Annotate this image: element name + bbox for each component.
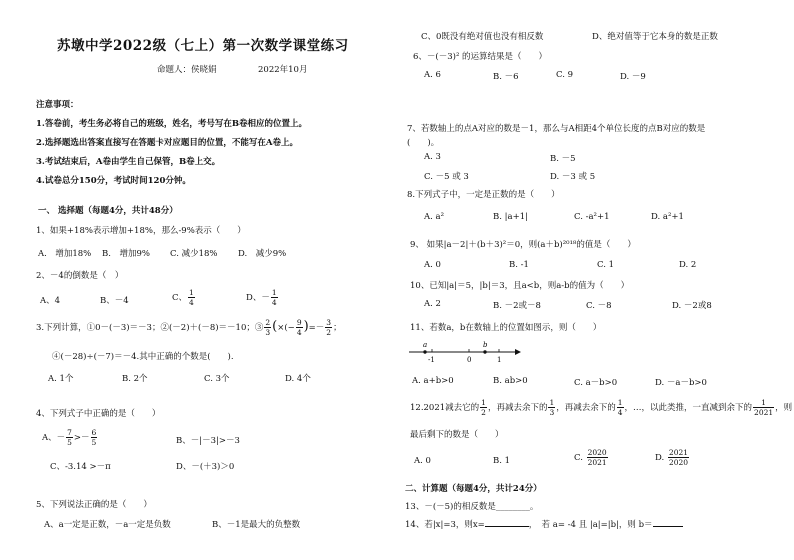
q1-option-c: C. 减少18% [170, 249, 218, 259]
q4-stem: 4、下列式子中正确的是（ ） [36, 409, 161, 419]
tick-label-zero: 0 [467, 356, 472, 364]
q1-option-d: D. 减少9% [238, 249, 287, 259]
q4-option-d: D、－(＋3)＞0 [176, 462, 235, 472]
q12-stem: 12.2021减去它的 $\frac{1}{2}$ ，再减去余下的 $\frac{1}{3}$ ，再减去余下的 $\frac{1}{4}$ ，…，以此类推，一直减到余下的 $\frac{1}{2021}$ ，则 [410, 398, 793, 417]
q8-option-d: D. a²+1 [651, 212, 684, 222]
note-item-4: 4.试卷总分150分，考试时间120分钟。 [36, 176, 191, 186]
q12-option-c: C. $\frac{2020}{2021}$ [574, 448, 607, 467]
point-a [423, 350, 426, 353]
q14-stem: 14、若|x|=3，则x= ， 若 a= -4 且 |a|=|b|，则 b＝ [405, 518, 683, 530]
number-line-arrow [515, 349, 521, 355]
q5-option-a: A、a一定是正数，－a一定是负数 [44, 520, 171, 530]
note-item-3: 3.考试结束后，A卷由学生自己保管，B卷上交。 [36, 157, 221, 167]
q8-stem: 8.下列式子中，一定是正数的是（ ） [407, 190, 560, 200]
q7-option-a: A. 3 [424, 152, 441, 162]
tick-label-one: 1 [497, 356, 502, 364]
label-b: b [483, 341, 488, 349]
q4-option-a: A、－ $\frac{7}{5}$ >－ $\frac{6}{5}$ [42, 428, 97, 447]
q1-option-b: B. 增加9% [102, 249, 150, 259]
q6-stem: 6、－(－3)² 的运算结果是（ ） [413, 52, 548, 62]
section-2-heading: 二、计算题（每题4分，共计24分） [405, 484, 542, 494]
q14-answer-blank-x[interactable] [485, 518, 529, 527]
q2-stem: 2、－4的倒数是（ ） [36, 271, 124, 281]
q3-option-b: B. 2个 [122, 374, 148, 384]
q4-option-c: C、-3.14 >－π [50, 462, 111, 472]
section-1-heading: 一、 选择题（每题4分，共计48分） [38, 206, 178, 216]
q10-option-c: C. －8 [586, 301, 612, 311]
q3-option-a: A. 1个 [48, 374, 74, 384]
q1-stem: 1、如果+18%表示增加+18%，那么-9%表示（ ） [36, 226, 246, 236]
q6-option-a: A. 6 [424, 70, 441, 80]
point-b [483, 350, 486, 353]
note-item-2: 2.选择题选出答案直接写在答题卡对应题目的位置，不能写在A卷上。 [36, 138, 298, 148]
q3-option-d: D. 4个 [285, 374, 311, 384]
q7-option-d: D. －3 或 5 [550, 172, 596, 182]
q11-option-b: B. ab>0 [493, 376, 528, 386]
q2-option-a: A、4 [40, 296, 61, 306]
q3-option-c: C. 3个 [204, 374, 230, 384]
q12-option-d: D. $\frac{2021}{2020}$ [655, 448, 689, 467]
q14-answer-blank-b[interactable] [653, 518, 683, 527]
q10-stem: 10、已知|a|＝5，|b|＝3，且a<b，则a-b的值为（ ） [410, 281, 630, 291]
q3-stem: 3.下列计算，①0－(－3)＝－3；②(－2)＋(－8)＝－10；③ $\frac{2}{3}$ (×(− $\frac{9}{4}$ )=－ $\frac{3}{2}$ ； [36, 318, 342, 337]
q1-option-a: A. 增加18% [38, 249, 92, 259]
number-line-figure [405, 337, 525, 367]
q2-option-d: D、－ $\frac{1}{4}$ [246, 288, 277, 307]
q9-option-b: B. -1 [509, 260, 529, 270]
q8-option-c: C. -a²+1 [574, 212, 610, 222]
q12-line2: 最后剩下的数是（ ） [410, 430, 504, 440]
notes-heading: 注意事项： [36, 100, 79, 110]
q8-option-b: B. |a+1| [493, 212, 528, 222]
q12-option-b: B. 1 [493, 456, 511, 466]
q5-option-b: B、－1是最大的负整数 [212, 520, 301, 530]
q10-option-b: B. －2或－8 [493, 301, 541, 311]
q7-option-c: C. －5 或 3 [424, 172, 469, 182]
q9-option-d: D. 2 [679, 260, 697, 270]
note-item-1: 1.答卷前，考生务必将自己的班级，姓名，考号写在B卷相应的位置上。 [36, 119, 308, 129]
author-line: 命题人：侯晓娟 [157, 65, 217, 75]
q8-option-a: A. a² [424, 212, 445, 222]
q5-stem: 5、下列说法正确的是（ ） [36, 500, 152, 510]
page-title: 苏墩中学2022级（七上）第一次数学课堂练习 [57, 38, 349, 54]
q6-option-d: D. －9 [620, 72, 646, 82]
q2-option-b: B、－4 [100, 296, 129, 306]
q12-option-a: A. 0 [414, 456, 431, 466]
q13-stem: 13、－(－5)的相反数是________。 [405, 502, 539, 512]
q6-option-b: B. －6 [493, 72, 519, 82]
q10-option-d: D. －2或8 [672, 301, 712, 311]
q5-option-c: C、0既没有绝对值也没有相反数 [421, 32, 544, 42]
q11-option-d: D. －a－b>0 [655, 378, 707, 388]
q7-stem-2: ( )。 [407, 138, 440, 148]
q9-stem: 9、 如果|a－2|＋(b＋3)²＝0，则(a＋b)²⁰¹⁸的值是（ ） [410, 240, 636, 250]
q11-stem: 11、若数a，b在数轴上的位置如图示，则（ ） [410, 323, 602, 333]
q4-option-b: B、－|－3|>－3 [176, 436, 240, 446]
q9-option-c: C. 1 [597, 260, 615, 270]
q7-option-b: B. －5 [550, 154, 576, 164]
q6-option-c: C. 9 [556, 70, 574, 80]
q11-option-a: A. a+b>0 [412, 376, 454, 386]
q11-option-c: C. a－b>0 [574, 378, 618, 388]
q10-option-a: A. 2 [424, 299, 441, 309]
q5-option-d: D、绝对值等于它本身的数是正数 [592, 32, 718, 42]
q3-line2: ④(－28)÷(－7)＝－4.其中正确的个数是( ). [52, 352, 234, 362]
q9-option-a: A. 0 [424, 260, 441, 270]
tick-label-minus-one: -1 [428, 356, 435, 364]
date-line: 2022年10月 [258, 65, 308, 75]
label-a: a [423, 341, 428, 349]
q7-stem: 7、若数轴上的点A对应的数是－1，那么与A相距4个单位长度的点B对应的数是 [407, 124, 706, 134]
q2-option-c: C、 $\frac{1}{4}$ [172, 288, 194, 307]
